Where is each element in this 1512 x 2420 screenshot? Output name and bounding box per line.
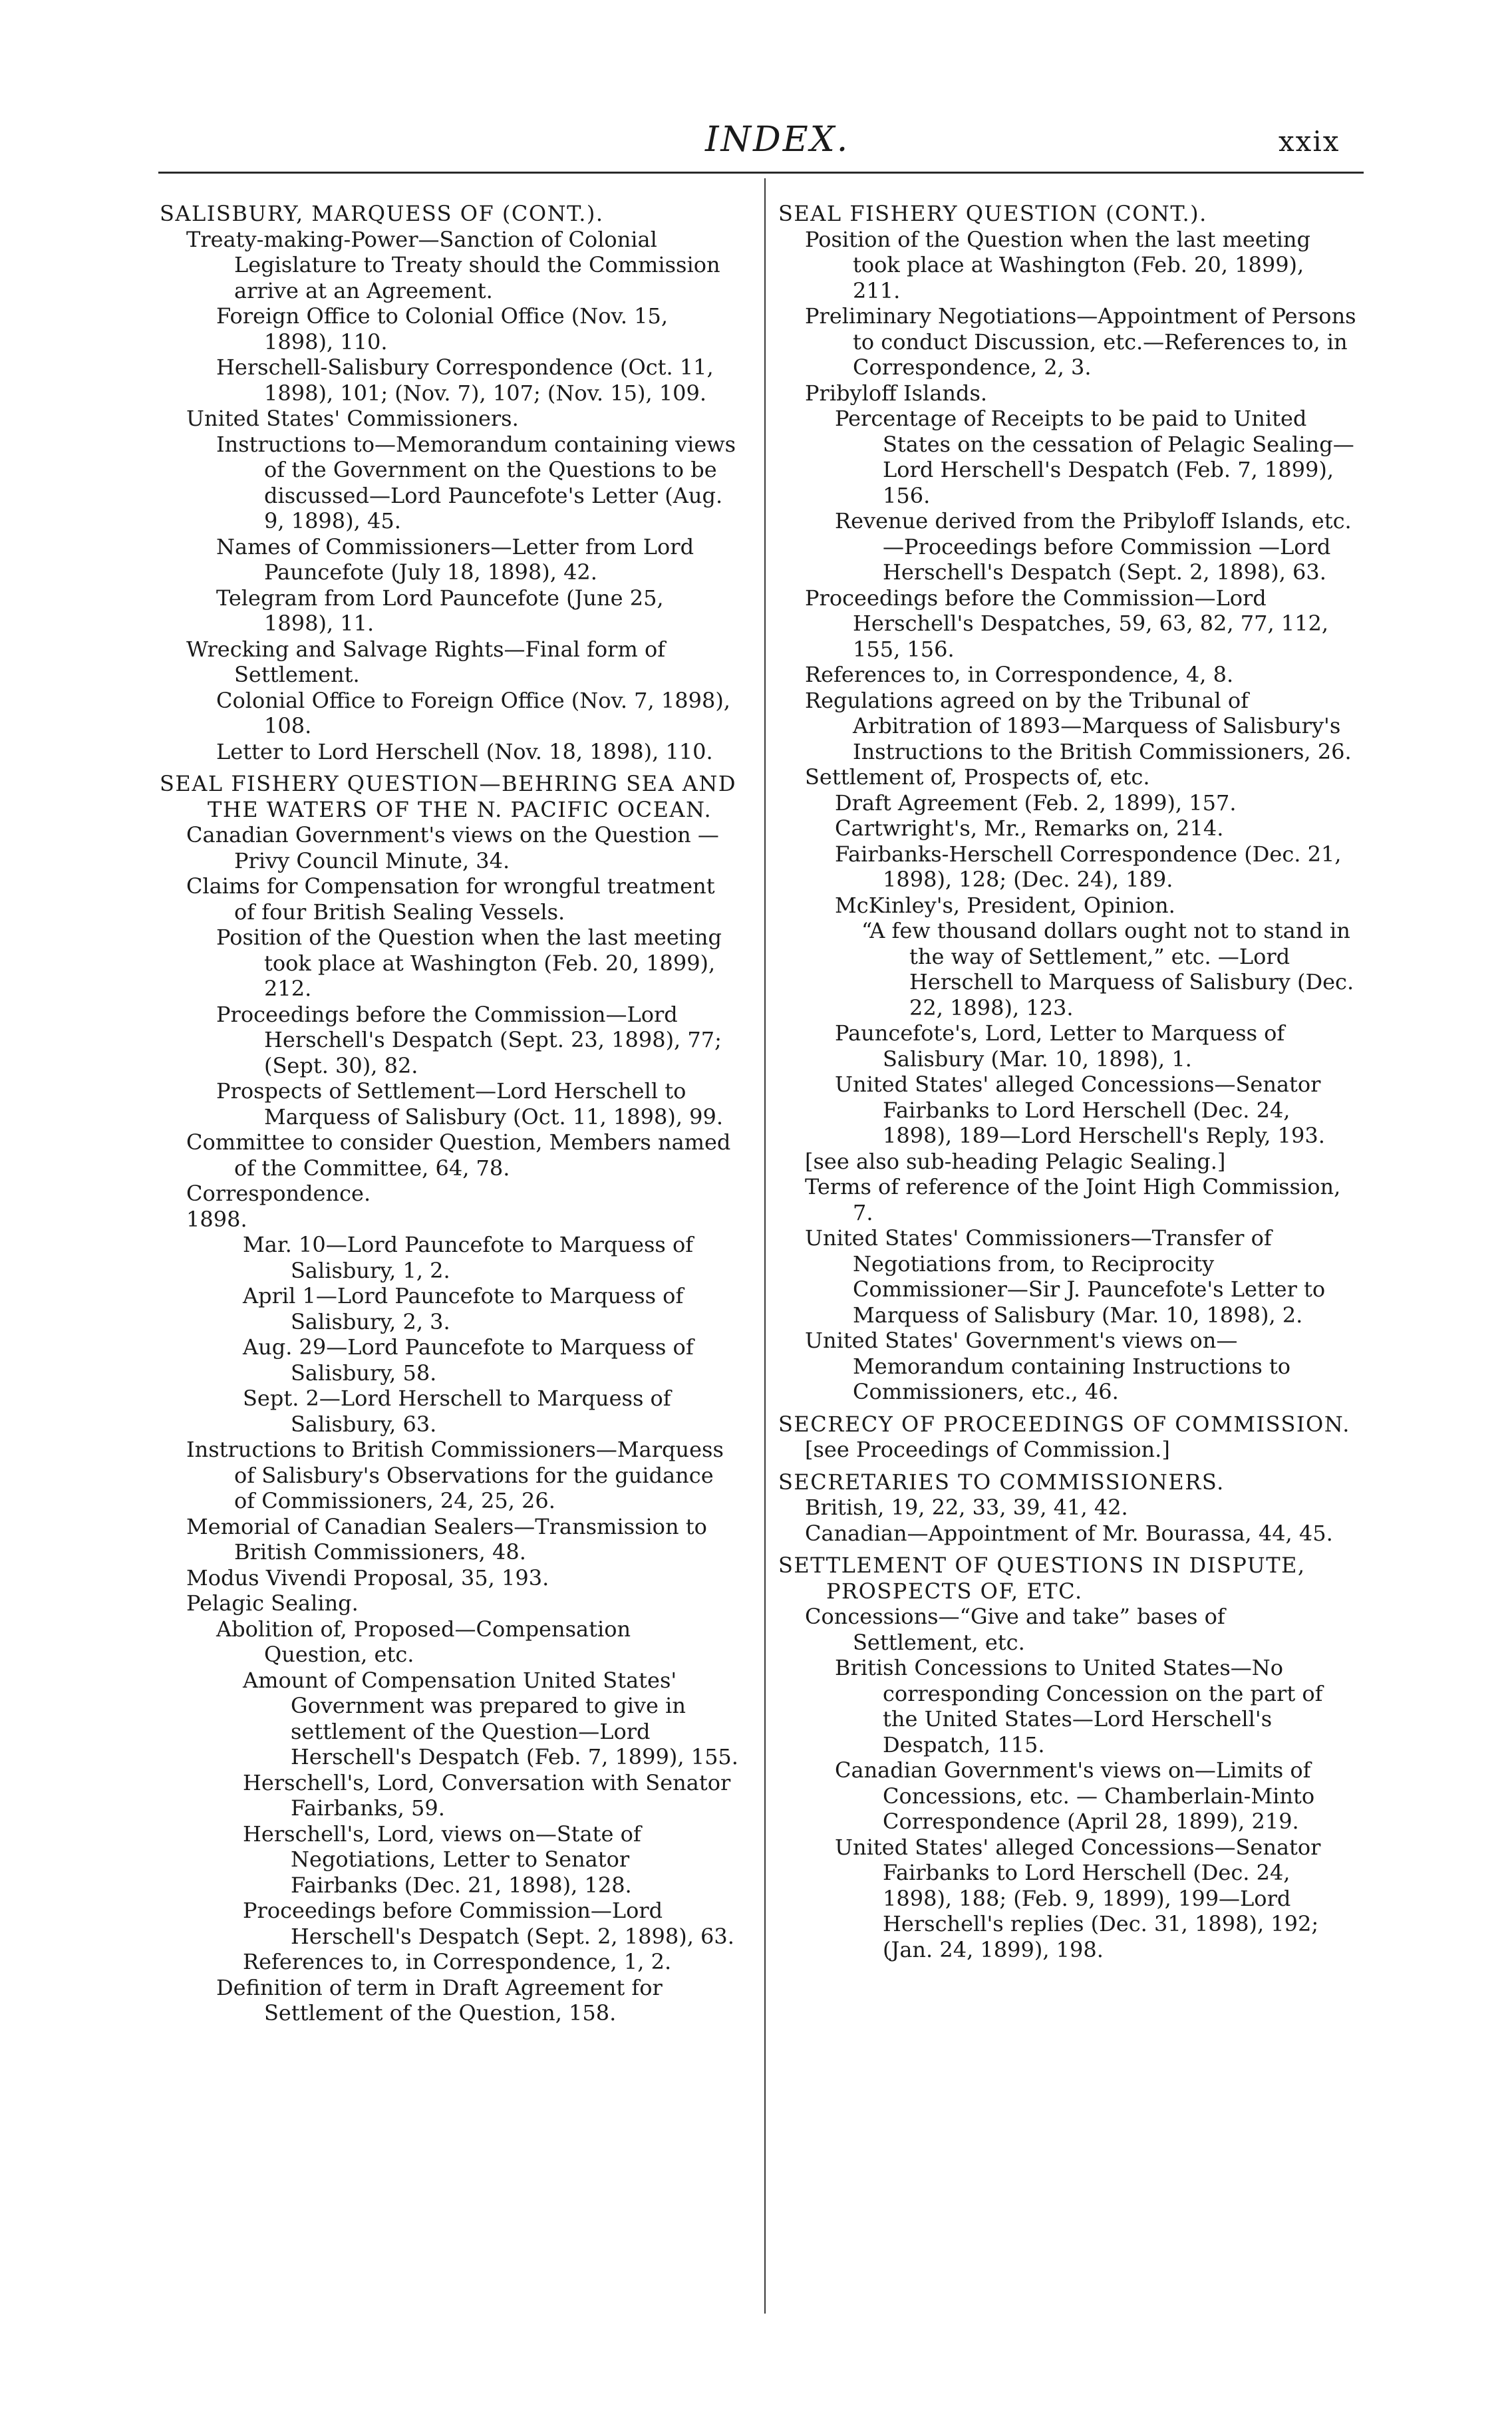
- index-heading: SEAL FISHERY QUESTION—BEHRING SEA AND THE WATERS OF THE N. PACIFIC OCEAN.: [160, 771, 737, 822]
- index-entry: Herschell-Salisbury Correspondence (Oct. 11, 1898), 101; (Nov. 7), 107; (Nov. 15), 109.: [216, 355, 714, 406]
- index-entry: April 1—Lord Pauncefote to Marquess of Salisbury, 2, 3.: [243, 1283, 684, 1334]
- index-entry: McKinley's, President, Opinion.: [835, 892, 1175, 918]
- index-entry: Sept. 2—Lord Herschell to Marquess of Salisbury, 63.: [243, 1386, 671, 1437]
- index-heading: SECRETARIES TO COMMISSIONERS.: [778, 1469, 1225, 1495]
- index-entry: Committee to consider Question, Members named of the Committee, 64, 78.: [186, 1130, 731, 1181]
- index-entry: Memorial of Canadian Sealers—Transmission to British Commissioners, 48.: [186, 1513, 707, 1565]
- index-entry: Percentage of Receipts to be paid to United States on the cessation of Pelagic Sealing—Lord Herschell's Despatch (Feb. 7, 1899), 156.: [835, 406, 1354, 508]
- index-entry: Telegram from Lord Pauncefote (June 25, 1898), 11.: [216, 585, 664, 636]
- index-entry: Preliminary Negotiations—Appointment of Persons to conduct Discussion, etc.—References to, in Correspondence, 2, 3.: [805, 303, 1356, 380]
- index-entry: Treaty-making-Power—Sanction of Colonial Legislature to Treaty should the Commission arrive at an Agreement.: [186, 226, 720, 303]
- index-entry: Pelagic Sealing.: [186, 1590, 359, 1616]
- index-entry: Names of Commissioners—Letter from Lord Pauncefote (July 18, 1898), 42.: [216, 533, 694, 585]
- index-entry: Fairbanks-Herschell Correspondence (Dec. 21, 1898), 128; (Dec. 24), 189.: [835, 841, 1342, 892]
- index-entry: Proceedings before the Commission—Lord Herschell's Despatch (Sept. 23, 1898), 77; (Sept. 30), 82.: [216, 1001, 722, 1078]
- index-entry: Concessions—“Give and take” bases of Settlement, etc.: [805, 1604, 1225, 1655]
- index-entry: United States' alleged Concessions—Senator Fairbanks to Lord Herschell (Dec. 24, 1898), 189—Lord Herschell's Reply, 193.: [835, 1072, 1325, 1148]
- index-entry: British, 19, 22, 33, 39, 41, 42.: [805, 1495, 1128, 1520]
- index-entry: United States' Commissioners—Transfer of Negotiations from, to Reciprocity Commissioner—Sir J. Pauncefote's Letter to Marquess of Salisbury (Mar. 10, 1898), 2.: [805, 1225, 1326, 1328]
- index-entry: Prospects of Settlement—Lord Herschell to Marquess of Salisbury (Oct. 11, 1898), 99.: [216, 1078, 724, 1130]
- index-entry: Pribyloff Islands.: [805, 380, 988, 406]
- index-entry: “A few thousand dollars ought not to stand in the way of Settlement,” etc. —Lord Herschell to Marquess of Salisbury (Dec. 22, 1898), 123.: [861, 918, 1354, 1020]
- page-number: xxix: [1279, 125, 1340, 158]
- index-entry: Modus Vivendi Proposal, 35, 193.: [186, 1565, 549, 1590]
- index-entry: Pauncefote's, Lord, Letter to Marquess of Salisbury (Mar. 10, 1898), 1.: [835, 1020, 1285, 1072]
- index-entry: Wrecking and Salvage Rights—Final form of Settlement.: [186, 636, 666, 687]
- index-entry: Instructions to British Commissioners—Marquess of Salisbury's Observations for the guidance of Commissioners, 24, 25, 26.: [186, 1437, 724, 1513]
- index-heading: SALISBURY, MARQUESS OF (CONT.).: [160, 201, 604, 226]
- index-entry: References to, in Correspondence, 1, 2.: [243, 1949, 672, 1974]
- index-entry: Herschell's, Lord, Conversation with Senator Fairbanks, 59.: [243, 1769, 731, 1821]
- index-heading: SECRECY OF PROCEEDINGS OF COMMISSION.: [778, 1411, 1350, 1437]
- index-entry: Regulations agreed on by the Tribunal of Arbitration of 1893—Marquess of Salisbury's Instructions to the British Commissioners, 26.: [805, 687, 1352, 764]
- header-rule: [158, 172, 1364, 174]
- index-entry: Mar. 10—Lord Pauncefote to Marquess of Salisbury, 1, 2.: [243, 1232, 694, 1283]
- index-entry: [see Proceedings of Commission.]: [805, 1437, 1170, 1462]
- index-entry: Proceedings before the Commission—Lord Herschell's Despatches, 59, 63, 82, 77, 112, 155, 156.: [805, 585, 1329, 662]
- index-entry: Canadian Government's views on—Limits of Concessions, etc. — Chamberlain-Minto Correspondence (April 28, 1899), 219.: [835, 1757, 1315, 1834]
- index-entry: Abolition of, Proposed—Compensation Question, etc.: [216, 1616, 631, 1667]
- index-entry: Amount of Compensation United States' Government was prepared to give in settlement of the Question—Lord Herschell's Despatch (Feb. 7, 1899), 155.: [243, 1667, 738, 1769]
- index-entry: United States' alleged Concessions—Senator Fairbanks to Lord Herschell (Dec. 24, 1898), 188; (Feb. 9, 1899), 199—Lord Herschell's replies (Dec. 31, 1898), 192; (Jan. 24, 1899), 198.: [835, 1834, 1321, 1962]
- index-entry: Letter to Lord Herschell (Nov. 18, 1898), 110.: [216, 738, 713, 764]
- index-entry: References to, in Correspondence, 4, 8.: [805, 662, 1234, 687]
- index-entry: Claims for Compensation for wrongful treatment of four British Sealing Vessels.: [186, 873, 715, 925]
- index-entry: Position of the Question when the last meeting took place at Washington (Feb. 20, 1899), 212.: [216, 925, 722, 1001]
- index-entry: Instructions to—Memorandum containing views of the Government on the Questions to be discussed—Lord Pauncefote's Letter (Aug. 9, 1898), 45.: [216, 431, 736, 533]
- index-entry: [see also sub-heading Pelagic Sealing.]: [805, 1148, 1226, 1174]
- index-entry: Revenue derived from the Pribyloff Islands, etc.—Proceedings before Commission —Lord Herschell's Despatch (Sept. 2, 1898), 63.: [835, 508, 1352, 585]
- index-entry: Draft Agreement (Feb. 2, 1899), 157.: [835, 790, 1237, 816]
- index-entry: 1898.: [186, 1206, 247, 1232]
- column-divider: [764, 178, 766, 2314]
- index-entry: Terms of reference of the Joint High Commission, 7.: [805, 1174, 1341, 1225]
- index-entry: Colonial Office to Foreign Office (Nov. 7, 1898), 108.: [216, 687, 730, 738]
- index-entry: Definition of term in Draft Agreement for Settlement of the Question, 158.: [216, 1974, 663, 2026]
- index-heading: SEAL FISHERY QUESTION (CONT.).: [778, 201, 1207, 226]
- index-entry: Cartwright's, Mr., Remarks on, 214.: [835, 816, 1224, 841]
- index-entry: Correspondence.: [186, 1181, 371, 1206]
- page-title: INDEX.: [705, 120, 850, 160]
- index-heading: SETTLEMENT OF QUESTIONS IN DISPUTE, PROSPECTS OF, ETC.: [778, 1553, 1306, 1604]
- index-entry: United States' Government's views on—Memorandum containing Instructions to Commissioners, etc., 46.: [805, 1328, 1291, 1404]
- index-entry: United States' Commissioners.: [186, 406, 519, 431]
- index-entry: Proceedings before Commission—Lord Herschell's Despatch (Sept. 2, 1898), 63.: [243, 1898, 734, 1949]
- index-entry: Foreign Office to Colonial Office (Nov. 15, 1898), 110.: [216, 303, 669, 355]
- index-entry: Herschell's, Lord, views on—State of Negotiations, Letter to Senator Fairbanks (Dec. 21, 1898), 128.: [243, 1821, 641, 1898]
- right-column: [778, 194, 1357, 1962]
- index-entry: Canadian—Appointment of Mr. Bourassa, 44, 45.: [805, 1520, 1333, 1546]
- index-entry: British Concessions to United States—No corresponding Concession on the part of the United States—Lord Herschell's Despatch, 115.: [835, 1655, 1323, 1757]
- index-entry: Aug. 29—Lord Pauncefote to Marquess of Salisbury, 58.: [243, 1334, 694, 1386]
- left-column: [160, 194, 738, 2026]
- index-entry: Canadian Government's views on the Question —Privy Council Minute, 34.: [186, 822, 719, 873]
- index-entry: Position of the Question when the last meeting took place at Washington (Feb. 20, 1899), 211.: [805, 226, 1310, 303]
- index-entry: Settlement of, Prospects of, etc.: [805, 764, 1150, 790]
